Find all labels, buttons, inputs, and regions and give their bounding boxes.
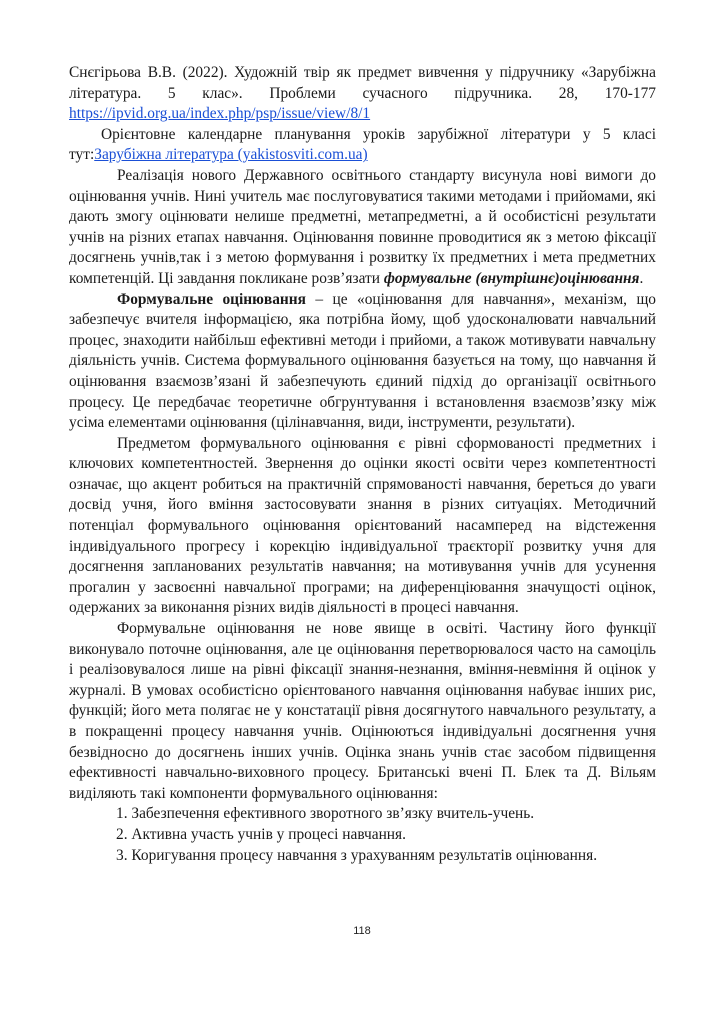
paragraph-standard: [69, 166, 656, 290]
planning-link[interactable]: Зарубіжна література (yakistosviti.com.ua): [94, 146, 368, 164]
reference-text: Снєгірьова В.В. (2022). Художній твір як предмет вивчення у підручнику «Зарубіжна література. 5 клас». Проблеми сучасного підручника. 28, 170-177: [69, 64, 656, 102]
paragraph-standard-tail: .: [639, 269, 644, 287]
list-item: 3. Коригування процесу навчання з урахуванням результатів оцінювання.: [116, 846, 598, 864]
paragraph-standard-text: Реалізація нового Державного освітнього стандарту висунула нові вимоги до оцінювання учнів. Нині учитель має послуговуватися такими методами і прийомами, які дають змогу оцінювати нелише предметні, метапредметні, а й особистісні результати учнів на різних етапах навчання. Оцінювання повинне проводитися як з метою фіксації досягнень учнів,так і з метою формування і розвитку їх предметних і мета предметних компетенцій. Ці завдання покликане розв’язати: [69, 166, 656, 287]
paragraph-definition: [69, 290, 656, 434]
paragraph-definition-text: – це «оцінювання для навчання», механізм, що забезпечує вчителя інформацією, яка потрібна йому, щоб удосконалювати навчальний процес, знаходити найбільш ефективні методи і прийоми, а також мотивувати навчальну діяльність учнів. Система формувального оцінювання базується на тому, що навчання й оцінювання взаємозв’язані й забезпечують єдиний підхід до організації освітнього процесу. Це передбачає теоретичне обгрунтування і встановлення взаємозв’язку між усіма елементами оцінювання (цілінавчання, види, інструменти, результати).: [69, 290, 657, 432]
list-item: 1. Забезпечення ефективного зворотного зв’язку вчитель-учень.: [116, 805, 535, 823]
definition-term: Формувальне оцінювання: [117, 290, 306, 308]
document-page: [69, 63, 656, 866]
paragraph-subject: [69, 434, 656, 619]
paragraph-subject-text: Предметом формувального оцінювання є рівні сформованості предметних і ключових компетентностей. Звернення до оцінки якості освіти через компетентності означає, що акцент робиться на практичній спрямованості навчання, береться до уваги досвід учня, його вміння застосовувати знання в різних ситуаціях. Методичний потенціал формувального оцінювання орієнтований насамперед на відстеження індивідуального прогресу і корекцію індивідуальної траєкторії розвитку учня для досягнення запланованих результатів навчання; на мотивування учнів для усунення прогалин у засвоєнні навчальної програми; на диференціювання значущості оцінок, одержаних за виконання різних видів діяльності в процесі навчання.: [69, 434, 656, 617]
list-item: 2. Активна участь учнів у процесі навчання.: [116, 825, 406, 843]
reference-paragraph: [69, 63, 656, 125]
page-number: 118: [353, 925, 371, 937]
paragraph-history-text: Формувальне оцінювання не нове явище в освіті. Частину його функції виконувало поточне оцінювання, але це оцінювання перетворювалося часто на самоціль і реалізовувалося лише на рівні фіксації знання-незнання, вміння-невміння й оцінок у журналі. В умовах особистісно орієнтованого навчання оцінювання набуває інших рис, функцій; його мета полягає не у констатації рівня досягнутого навчального результату, а в покращенні процесу навчання учнів. Оцінюються індивідуальні досягнення учня безвідносно до досягнень інших учнів. Оцінка знань учнів стає засобом підвищення ефективності навчально-виховного процесу. Британські вчені П. Блек та Д. Вільям виділяють такі компоненти формувального оцінювання:: [69, 620, 656, 802]
planning-text: Орієнтовне календарне планування уроків зарубіжної літератури у 5 класі тут:: [69, 125, 656, 164]
paragraph-history: [69, 619, 656, 804]
planning-paragraph: [69, 125, 656, 166]
formative-emphasis: формувальне (внутрішнє)оцінювання: [383, 269, 640, 287]
reference-link[interactable]: https://ipvid.org.ua/index.php/psp/issue/view/8/1: [69, 105, 371, 123]
